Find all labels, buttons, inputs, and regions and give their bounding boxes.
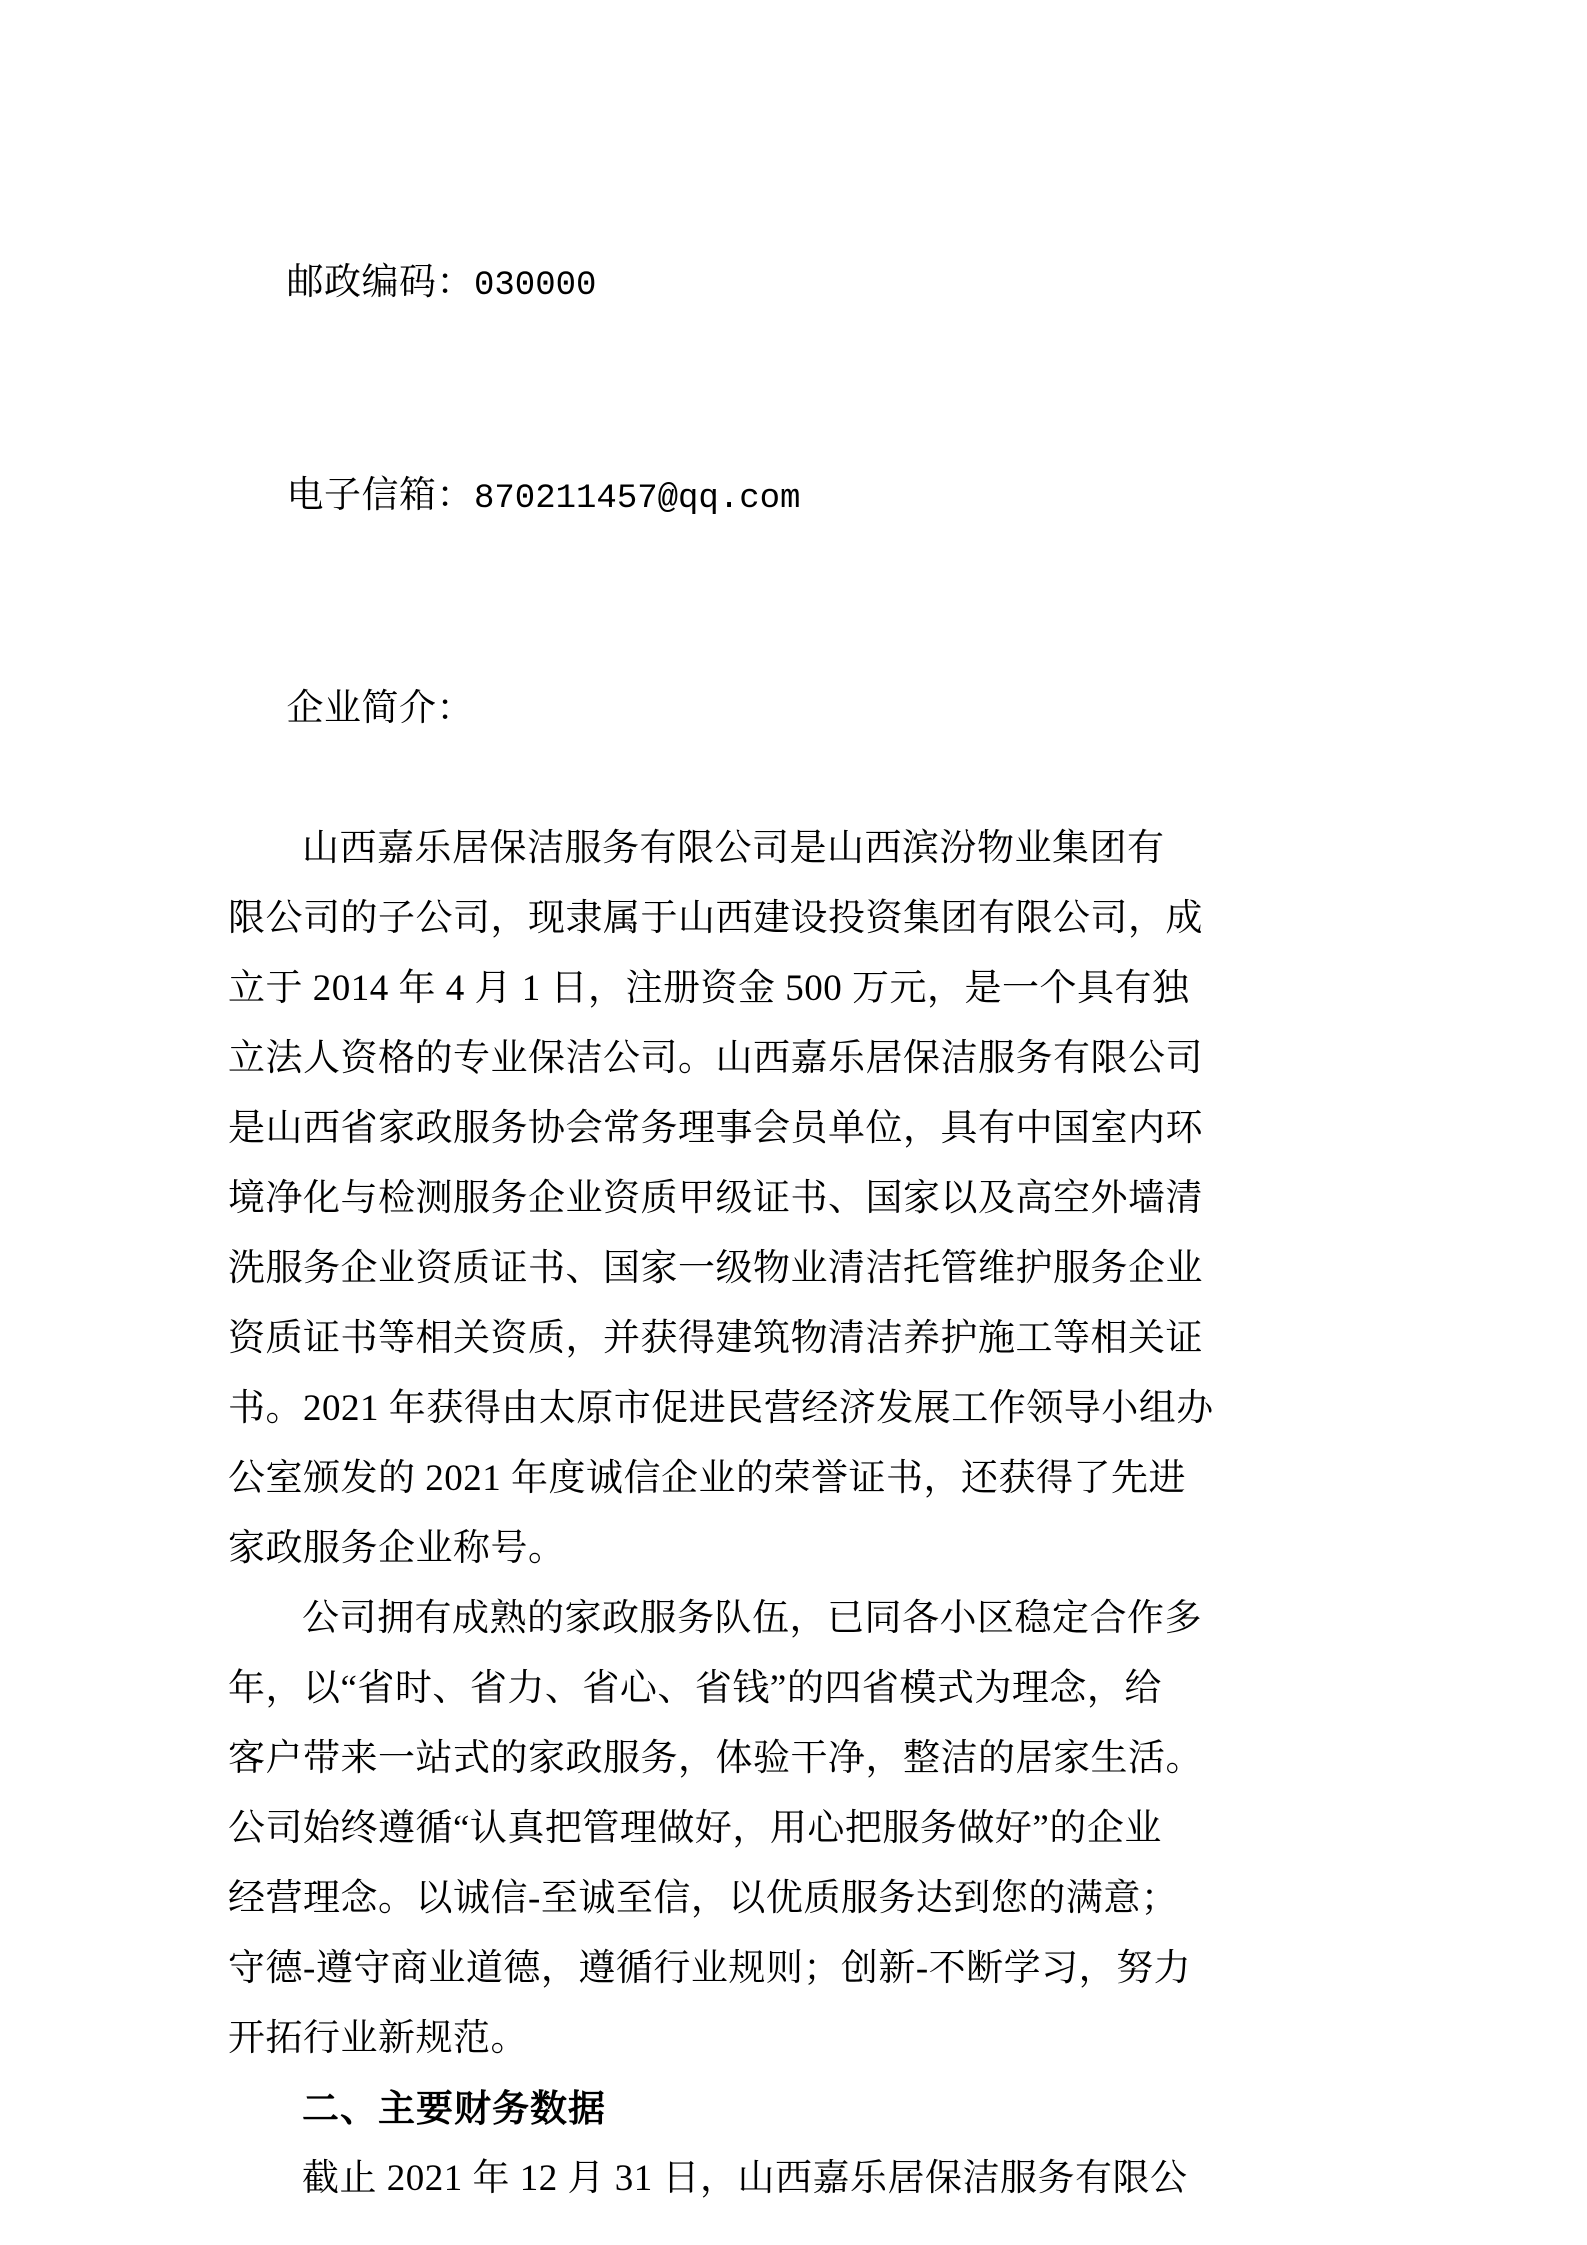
paragraph-line <box>228 1444 1358 1514</box>
paragraph-line <box>228 2144 1358 2214</box>
paragraph-service-philosophy <box>228 1584 1358 2074</box>
paragraph-line <box>228 1654 1358 1724</box>
paragraph-line-text: 公司拥有成熟的家政服务队伍，已同各小区稳定合作多 <box>302 1598 1202 1639</box>
paragraph-line-text: 守德-遵守商业道德，遵循行业规则；创新-不断学习，努力 <box>228 1948 1192 1989</box>
paragraph-line-text: 开拓行业新规范。 <box>228 2018 528 2059</box>
paragraph-line-text: 山西嘉乐居保洁服务有限公司是山西滨汾物业集团有 <box>302 828 1165 869</box>
paragraph-line-text: 立法人资格的专业保洁公司。山西嘉乐居保洁服务有限公司 <box>228 1038 1203 1079</box>
paragraph-line <box>228 884 1358 954</box>
paragraph-line <box>228 1724 1358 1794</box>
paragraph-line <box>228 954 1358 1024</box>
paragraph-line-text: 洗服务企业资质证书、国家一级物业清洁托管维护服务企业 <box>228 1248 1203 1289</box>
paragraph-line <box>228 814 1358 884</box>
paragraph-line <box>228 1374 1358 1444</box>
paragraph-line-text: 经营理念。以诚信-至诚至信，以优质服务达到您的满意； <box>228 1878 1179 1919</box>
paragraph-line-text: 是山西省家政服务协会常务理事会员单位，具有中国室内环 <box>228 1108 1203 1149</box>
paragraph-line <box>228 1514 1358 1584</box>
paragraph-line <box>228 1934 1358 2004</box>
field-postal-code <box>228 178 1358 391</box>
paragraph-line-text: 截止 2021 年 12 月 31 日，山西嘉乐居保洁服务有限公 <box>302 2158 1188 2199</box>
paragraph-line <box>228 1164 1358 1234</box>
field-postal-code-label: 邮政编码： <box>286 262 474 303</box>
paragraph-line <box>228 1584 1358 1654</box>
paragraph-line-text: 书。2021 年获得由太原市促进民营经济发展工作领导小组办 <box>228 1388 1214 1429</box>
section-heading-text: 二、主要财务数据 <box>302 2087 606 2130</box>
field-email-label: 电子信箱： <box>286 475 474 516</box>
paragraph-line <box>228 1024 1358 1094</box>
paragraph-line-text: 年，以“省时、省力、省心、省钱”的四省模式为理念，给 <box>228 1668 1162 1709</box>
paragraph-line-text: 限公司的子公司，现隶属于山西建设投资集团有限公司，成 <box>228 898 1203 939</box>
field-email-value: 870211457@qq.com <box>474 480 801 518</box>
paragraph-line-text: 家政服务企业称号。 <box>228 1528 566 1569</box>
paragraph-financial-intro <box>228 2144 1358 2214</box>
paragraph-line-text: 客户带来一站式的家政服务，体验干净，整洁的居家生活。 <box>228 1738 1203 1779</box>
paragraph-line <box>228 2004 1358 2074</box>
document-body <box>228 178 1358 2214</box>
paragraph-line <box>228 1864 1358 1934</box>
paragraph-line <box>228 1304 1358 1374</box>
section-heading-financial-data <box>228 2074 1358 2144</box>
paragraph-line-text: 公司始终遵循“认真把管理做好，用心把服务做好”的企业 <box>228 1808 1162 1849</box>
field-email <box>228 391 1358 604</box>
field-company-intro-label-text: 企业简介： <box>286 688 474 729</box>
paragraph-line-text: 资质证书等相关资质，并获得建筑物清洁养护施工等相关证 <box>228 1318 1203 1359</box>
paragraph-line-text: 境净化与检测服务企业资质甲级证书、国家以及高空外墙清 <box>228 1178 1203 1219</box>
paragraph-line <box>228 1094 1358 1164</box>
paragraph-company-intro <box>228 814 1358 1584</box>
paragraph-line-text: 立于 2014 年 4 月 1 日，注册资金 500 万元，是一个具有独 <box>228 968 1190 1009</box>
paragraph-line <box>228 1234 1358 1304</box>
paragraph-line-text: 公室颁发的 2021 年度诚信企业的荣誉证书，还获得了先进 <box>228 1458 1186 1499</box>
field-company-intro-label <box>228 604 1358 814</box>
field-postal-code-value: 030000 <box>474 267 597 305</box>
paragraph-line <box>228 1794 1358 1864</box>
